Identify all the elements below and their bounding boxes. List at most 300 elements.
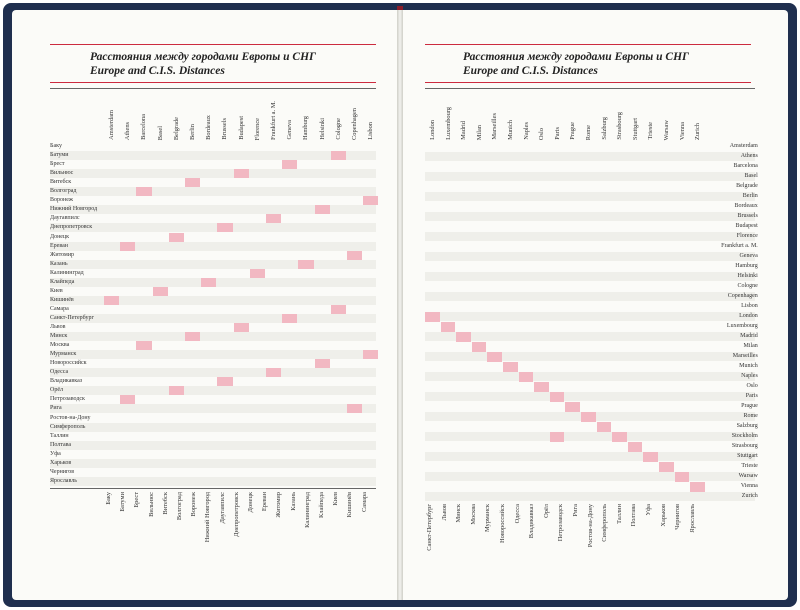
- distance-cell: [487, 372, 502, 382]
- distance-cell: [136, 260, 151, 269]
- distance-cell: [363, 423, 378, 432]
- distance-cell: [363, 368, 378, 377]
- distance-cell: [425, 162, 440, 172]
- distance-cell: [315, 260, 330, 269]
- distance-cell: [534, 232, 549, 242]
- distance-cell: [550, 482, 565, 492]
- distance-cell: [550, 342, 565, 352]
- distance-cell: [565, 332, 580, 342]
- distance-cell: [120, 332, 135, 341]
- distance-cell: [643, 222, 658, 232]
- footer-column-label: Чернигов: [674, 504, 682, 530]
- distance-cell: [519, 342, 534, 352]
- distance-cell: [363, 441, 378, 450]
- distance-cell: [266, 323, 281, 332]
- page-title: [463, 50, 788, 78]
- distance-cell: [628, 472, 643, 482]
- distance-cell: [298, 269, 313, 278]
- distance-cell: [153, 305, 168, 314]
- distance-cell: [690, 452, 705, 462]
- column-header-label: Vienna: [678, 121, 686, 140]
- distance-cell: [104, 223, 119, 232]
- distance-cell: [628, 142, 643, 152]
- distance-cell: [331, 251, 346, 260]
- distance-cell: [612, 172, 627, 182]
- distance-cell: [628, 222, 643, 232]
- distance-cell: [503, 392, 518, 402]
- distance-cell: [136, 459, 151, 468]
- distance-cell: [217, 414, 232, 423]
- distance-cell: [487, 362, 502, 372]
- distance-cell: [169, 260, 184, 269]
- distance-cell: [266, 187, 281, 196]
- column-header-label: Hamburg: [302, 115, 310, 140]
- distance-cell: [425, 462, 440, 472]
- distance-cell: [565, 452, 580, 462]
- distance-cell: [120, 450, 135, 459]
- distance-cell: [185, 341, 200, 350]
- distance-cell: [503, 412, 518, 422]
- distance-cell: [612, 182, 627, 192]
- distance-cell: [331, 260, 346, 269]
- distance-cell: [185, 223, 200, 232]
- distance-cell: [519, 432, 534, 442]
- distance-cell: [363, 160, 378, 169]
- footer-column-header: [104, 492, 114, 548]
- distance-cell: [519, 332, 534, 342]
- distance-cell: [690, 202, 705, 212]
- distance-cell: [425, 312, 440, 322]
- distance-cell: [550, 362, 565, 372]
- distance-cell: [185, 296, 200, 305]
- distance-cell: [534, 432, 549, 442]
- distance-cell: [550, 422, 565, 432]
- row-label: Нижний Новгород: [50, 206, 98, 213]
- distance-cell: [456, 272, 471, 282]
- distance-cell: [675, 412, 690, 422]
- distance-cell: [581, 142, 596, 152]
- distance-cell: [136, 359, 151, 368]
- distance-cell: [169, 287, 184, 296]
- distance-cell: [201, 187, 216, 196]
- distance-cell: [120, 477, 135, 486]
- distance-cell: [612, 402, 627, 412]
- distance-cell: [347, 350, 362, 359]
- distance-cell: [612, 232, 627, 242]
- distance-cell: [347, 377, 362, 386]
- distance-cell: [104, 242, 119, 251]
- distance-cell: [612, 352, 627, 362]
- footer-column-header: [659, 504, 669, 556]
- row-label: Ярославль: [50, 477, 77, 484]
- distance-cell: [331, 151, 346, 160]
- distance-cell: [282, 151, 297, 160]
- distance-cell: [217, 468, 232, 477]
- distance-cell: [331, 223, 346, 232]
- row-label: Вильнюс: [50, 170, 74, 177]
- distance-cell: [659, 312, 674, 322]
- row-label: Barcelona: [733, 163, 758, 169]
- distance-cell: [104, 432, 119, 441]
- distance-cell: [612, 342, 627, 352]
- distance-cell: [550, 242, 565, 252]
- distance-cell: [250, 414, 265, 423]
- row-label: Vienna: [740, 483, 758, 489]
- distance-cell: [298, 414, 313, 423]
- distance-cell: [169, 468, 184, 477]
- distance-cell: [169, 450, 184, 459]
- distance-cell: [690, 152, 705, 162]
- distance-cell: [234, 269, 249, 278]
- distance-cell: [597, 222, 612, 232]
- distance-cell: [503, 142, 518, 152]
- distance-cell: [643, 212, 658, 222]
- distance-cell: [643, 262, 658, 272]
- distance-cell: [643, 192, 658, 202]
- distance-cell: [153, 332, 168, 341]
- distance-cell: [136, 450, 151, 459]
- distance-cell: [282, 414, 297, 423]
- distance-cell: [425, 402, 440, 412]
- distance-cell: [519, 462, 534, 472]
- distance-cell: [441, 312, 456, 322]
- distance-cell: [169, 278, 184, 287]
- distance-cell: [519, 492, 534, 502]
- distance-cell: [217, 477, 232, 486]
- distance-cell: [628, 362, 643, 372]
- distance-cell: [266, 287, 281, 296]
- distance-cell: [298, 395, 313, 404]
- distance-cell: [534, 452, 549, 462]
- distance-cell: [363, 287, 378, 296]
- column-header: [237, 90, 247, 140]
- distance-cell: [315, 287, 330, 296]
- distance-cell: [363, 233, 378, 242]
- column-header-label: Florence: [253, 117, 261, 140]
- column-header: [318, 90, 328, 140]
- row-label: Брест: [50, 161, 65, 168]
- distance-cell: [250, 151, 265, 160]
- table-rule: [50, 88, 376, 89]
- distance-cell: [487, 382, 502, 392]
- distance-cell: [456, 392, 471, 402]
- row-label: Lisbon: [741, 303, 758, 309]
- distance-cell: [690, 352, 705, 362]
- distance-cell: [456, 222, 471, 232]
- distance-cell: [487, 292, 502, 302]
- distance-cell: [565, 182, 580, 192]
- distance-cell: [612, 262, 627, 272]
- column-header-label: Madrid: [460, 121, 468, 140]
- distance-cell: [201, 233, 216, 242]
- distance-cell: [185, 404, 200, 413]
- distance-cell: [456, 232, 471, 242]
- distance-cell: [441, 432, 456, 442]
- distance-cell: [441, 482, 456, 492]
- distance-cell: [456, 312, 471, 322]
- row-label: Paris: [745, 393, 758, 399]
- distance-cell: [104, 205, 119, 214]
- row-label: Одесса: [50, 369, 69, 376]
- distance-cell: [612, 332, 627, 342]
- distance-cell: [282, 187, 297, 196]
- row-label: Geneva: [739, 253, 758, 259]
- distance-cell: [363, 395, 378, 404]
- distance-cell: [136, 441, 151, 450]
- distance-cell: [643, 472, 658, 482]
- distance-cell: [250, 142, 265, 151]
- distance-cell: [234, 395, 249, 404]
- distance-cell: [104, 450, 119, 459]
- distance-cell: [472, 142, 487, 152]
- distance-cell: [550, 472, 565, 482]
- distance-cell: [472, 462, 487, 472]
- distance-cell: [581, 252, 596, 262]
- distance-cell: [201, 251, 216, 260]
- distance-cell: [315, 205, 330, 214]
- distance-cell: [534, 412, 549, 422]
- distance-cell: [425, 262, 440, 272]
- distance-cell: [169, 187, 184, 196]
- distance-cell: [503, 242, 518, 252]
- column-header: [139, 90, 149, 140]
- distance-cell: [534, 142, 549, 152]
- distance-cell: [472, 242, 487, 252]
- distance-cell: [136, 233, 151, 242]
- distance-cell: [659, 362, 674, 372]
- distance-cell: [201, 223, 216, 232]
- distance-cell: [503, 292, 518, 302]
- distance-cell: [104, 260, 119, 269]
- distance-cell: [136, 214, 151, 223]
- distance-cell: [363, 142, 378, 151]
- distance-cell: [581, 422, 596, 432]
- distance-cell: [534, 312, 549, 322]
- distance-cell: [519, 282, 534, 292]
- distance-cell: [581, 462, 596, 472]
- distance-cell: [298, 214, 313, 223]
- distance-cell: [519, 422, 534, 432]
- distance-cell: [690, 392, 705, 402]
- distance-cell: [659, 262, 674, 272]
- distance-cell: [250, 341, 265, 350]
- distance-cell: [201, 468, 216, 477]
- distance-cell: [503, 192, 518, 202]
- distance-cell: [519, 402, 534, 412]
- column-header-label: Prague: [569, 122, 577, 140]
- distance-cell: [472, 372, 487, 382]
- row-label: Rome: [743, 413, 758, 419]
- row-label: Даугавпилс: [50, 215, 80, 222]
- distance-cell: [472, 222, 487, 232]
- footer-column-header: [469, 504, 479, 556]
- distance-cell: [331, 242, 346, 251]
- distance-cell: [643, 462, 658, 472]
- distance-cell: [282, 251, 297, 260]
- distance-cell: [581, 172, 596, 182]
- distance-cell: [628, 492, 643, 502]
- distance-cell: [565, 232, 580, 242]
- distance-cell: [519, 352, 534, 362]
- distance-cell: [628, 152, 643, 162]
- distance-cell: [456, 212, 471, 222]
- distance-cell: [185, 305, 200, 314]
- distance-cell: [169, 359, 184, 368]
- distance-cell: [136, 432, 151, 441]
- distance-cell: [675, 332, 690, 342]
- column-header-label: Athens: [124, 121, 132, 140]
- distance-cell: [266, 441, 281, 450]
- distance-cell: [519, 302, 534, 312]
- distance-cell: [217, 359, 232, 368]
- distance-cell: [201, 368, 216, 377]
- distance-cell: [441, 302, 456, 312]
- column-header-label: Munich: [507, 120, 514, 140]
- distance-cell: [104, 178, 119, 187]
- distance-cell: [675, 252, 690, 262]
- column-header: [107, 90, 117, 140]
- distance-cell: [104, 350, 119, 359]
- distance-cell: [234, 305, 249, 314]
- distance-cell: [120, 242, 135, 251]
- distance-cell: [612, 452, 627, 462]
- distance-cell: [347, 414, 362, 423]
- distance-cell: [487, 442, 502, 452]
- distance-cell: [565, 212, 580, 222]
- distance-cell: [628, 212, 643, 222]
- distance-cell: [120, 187, 135, 196]
- distance-cell: [456, 342, 471, 352]
- distance-cell: [597, 432, 612, 442]
- distance-cell: [675, 422, 690, 432]
- distance-cell: [675, 182, 690, 192]
- distance-cell: [153, 196, 168, 205]
- row-label: Milan: [743, 343, 758, 349]
- table-rule: [425, 88, 755, 89]
- distance-cell: [120, 432, 135, 441]
- distance-cell: [347, 368, 362, 377]
- distance-cell: [120, 368, 135, 377]
- distance-cell: [185, 450, 200, 459]
- footer-column-label: Москва: [469, 504, 477, 525]
- distance-cell: [169, 296, 184, 305]
- distance-cell: [363, 386, 378, 395]
- distance-cell: [534, 342, 549, 352]
- distance-cell: [472, 472, 487, 482]
- distance-cell: [282, 350, 297, 359]
- distance-cell: [282, 160, 297, 169]
- distance-cell: [331, 386, 346, 395]
- distance-cell: [503, 372, 518, 382]
- distance-cell: [581, 372, 596, 382]
- distance-cell: [136, 404, 151, 413]
- footer-column-label: Львов: [440, 504, 448, 521]
- row-label: Naples: [741, 373, 758, 379]
- distance-cell: [169, 395, 184, 404]
- distance-cell: [217, 305, 232, 314]
- distance-cell: [534, 482, 549, 492]
- table-rule: [50, 488, 376, 489]
- distance-cell: [643, 382, 658, 392]
- distance-cell: [597, 342, 612, 352]
- footer-column-label: Ростов-на-Дону: [586, 504, 594, 548]
- distance-cell: [120, 260, 135, 269]
- distance-cell: [169, 205, 184, 214]
- distance-cell: [282, 404, 297, 413]
- distance-cell: [104, 196, 119, 205]
- column-header-label: Basel: [156, 125, 164, 140]
- distance-cell: [169, 242, 184, 251]
- distance-cell: [456, 422, 471, 432]
- distance-cell: [690, 402, 705, 412]
- distance-cell: [266, 423, 281, 432]
- distance-cell: [153, 395, 168, 404]
- distance-cell: [487, 152, 502, 162]
- distance-cell: [456, 362, 471, 372]
- distance-cell: [487, 352, 502, 362]
- distance-cell: [675, 402, 690, 412]
- distance-cell: [347, 251, 362, 260]
- distance-cell: [282, 178, 297, 187]
- distance-cell: [120, 151, 135, 160]
- distance-cell: [534, 302, 549, 312]
- distance-cell: [472, 482, 487, 492]
- distance-cell: [503, 162, 518, 172]
- distance-cell: [120, 233, 135, 242]
- distance-cell: [347, 332, 362, 341]
- distance-cell: [185, 377, 200, 386]
- column-header-label: Brussels: [221, 118, 229, 140]
- distance-cell: [503, 302, 518, 312]
- distance-cell: [503, 212, 518, 222]
- row-label: Волгоград: [50, 188, 77, 195]
- distance-cell: [472, 412, 487, 422]
- distance-cell: [503, 432, 518, 442]
- distance-cell: [282, 332, 297, 341]
- right-page: [403, 10, 788, 600]
- distance-cell: [675, 232, 690, 242]
- distance-cell: [503, 472, 518, 482]
- distance-cell: [597, 422, 612, 432]
- distance-cell: [503, 202, 518, 212]
- distance-cell: [565, 402, 580, 412]
- distance-cell: [675, 222, 690, 232]
- distance-cell: [298, 296, 313, 305]
- distance-cell: [690, 172, 705, 182]
- distance-cell: [250, 251, 265, 260]
- distance-cell: [217, 260, 232, 269]
- distance-cell: [565, 392, 580, 402]
- distance-cell: [104, 160, 119, 169]
- footer-column-label: Новороссийск: [499, 504, 506, 543]
- distance-cell: [234, 477, 249, 486]
- distance-cell: [628, 312, 643, 322]
- distance-cell: [153, 287, 168, 296]
- distance-cell: [581, 242, 596, 252]
- distance-cell: [675, 482, 690, 492]
- distance-cell: [153, 205, 168, 214]
- distance-cell: [153, 223, 168, 232]
- footer-column-label: Уфа: [645, 504, 652, 516]
- row-label: Munich: [739, 363, 758, 369]
- distance-cell: [217, 278, 232, 287]
- distance-cell: [487, 332, 502, 342]
- distance-cell: [331, 359, 346, 368]
- row-label: Казань: [50, 260, 68, 267]
- distance-cell: [519, 312, 534, 322]
- distance-cell: [675, 192, 690, 202]
- distance-cell: [628, 192, 643, 202]
